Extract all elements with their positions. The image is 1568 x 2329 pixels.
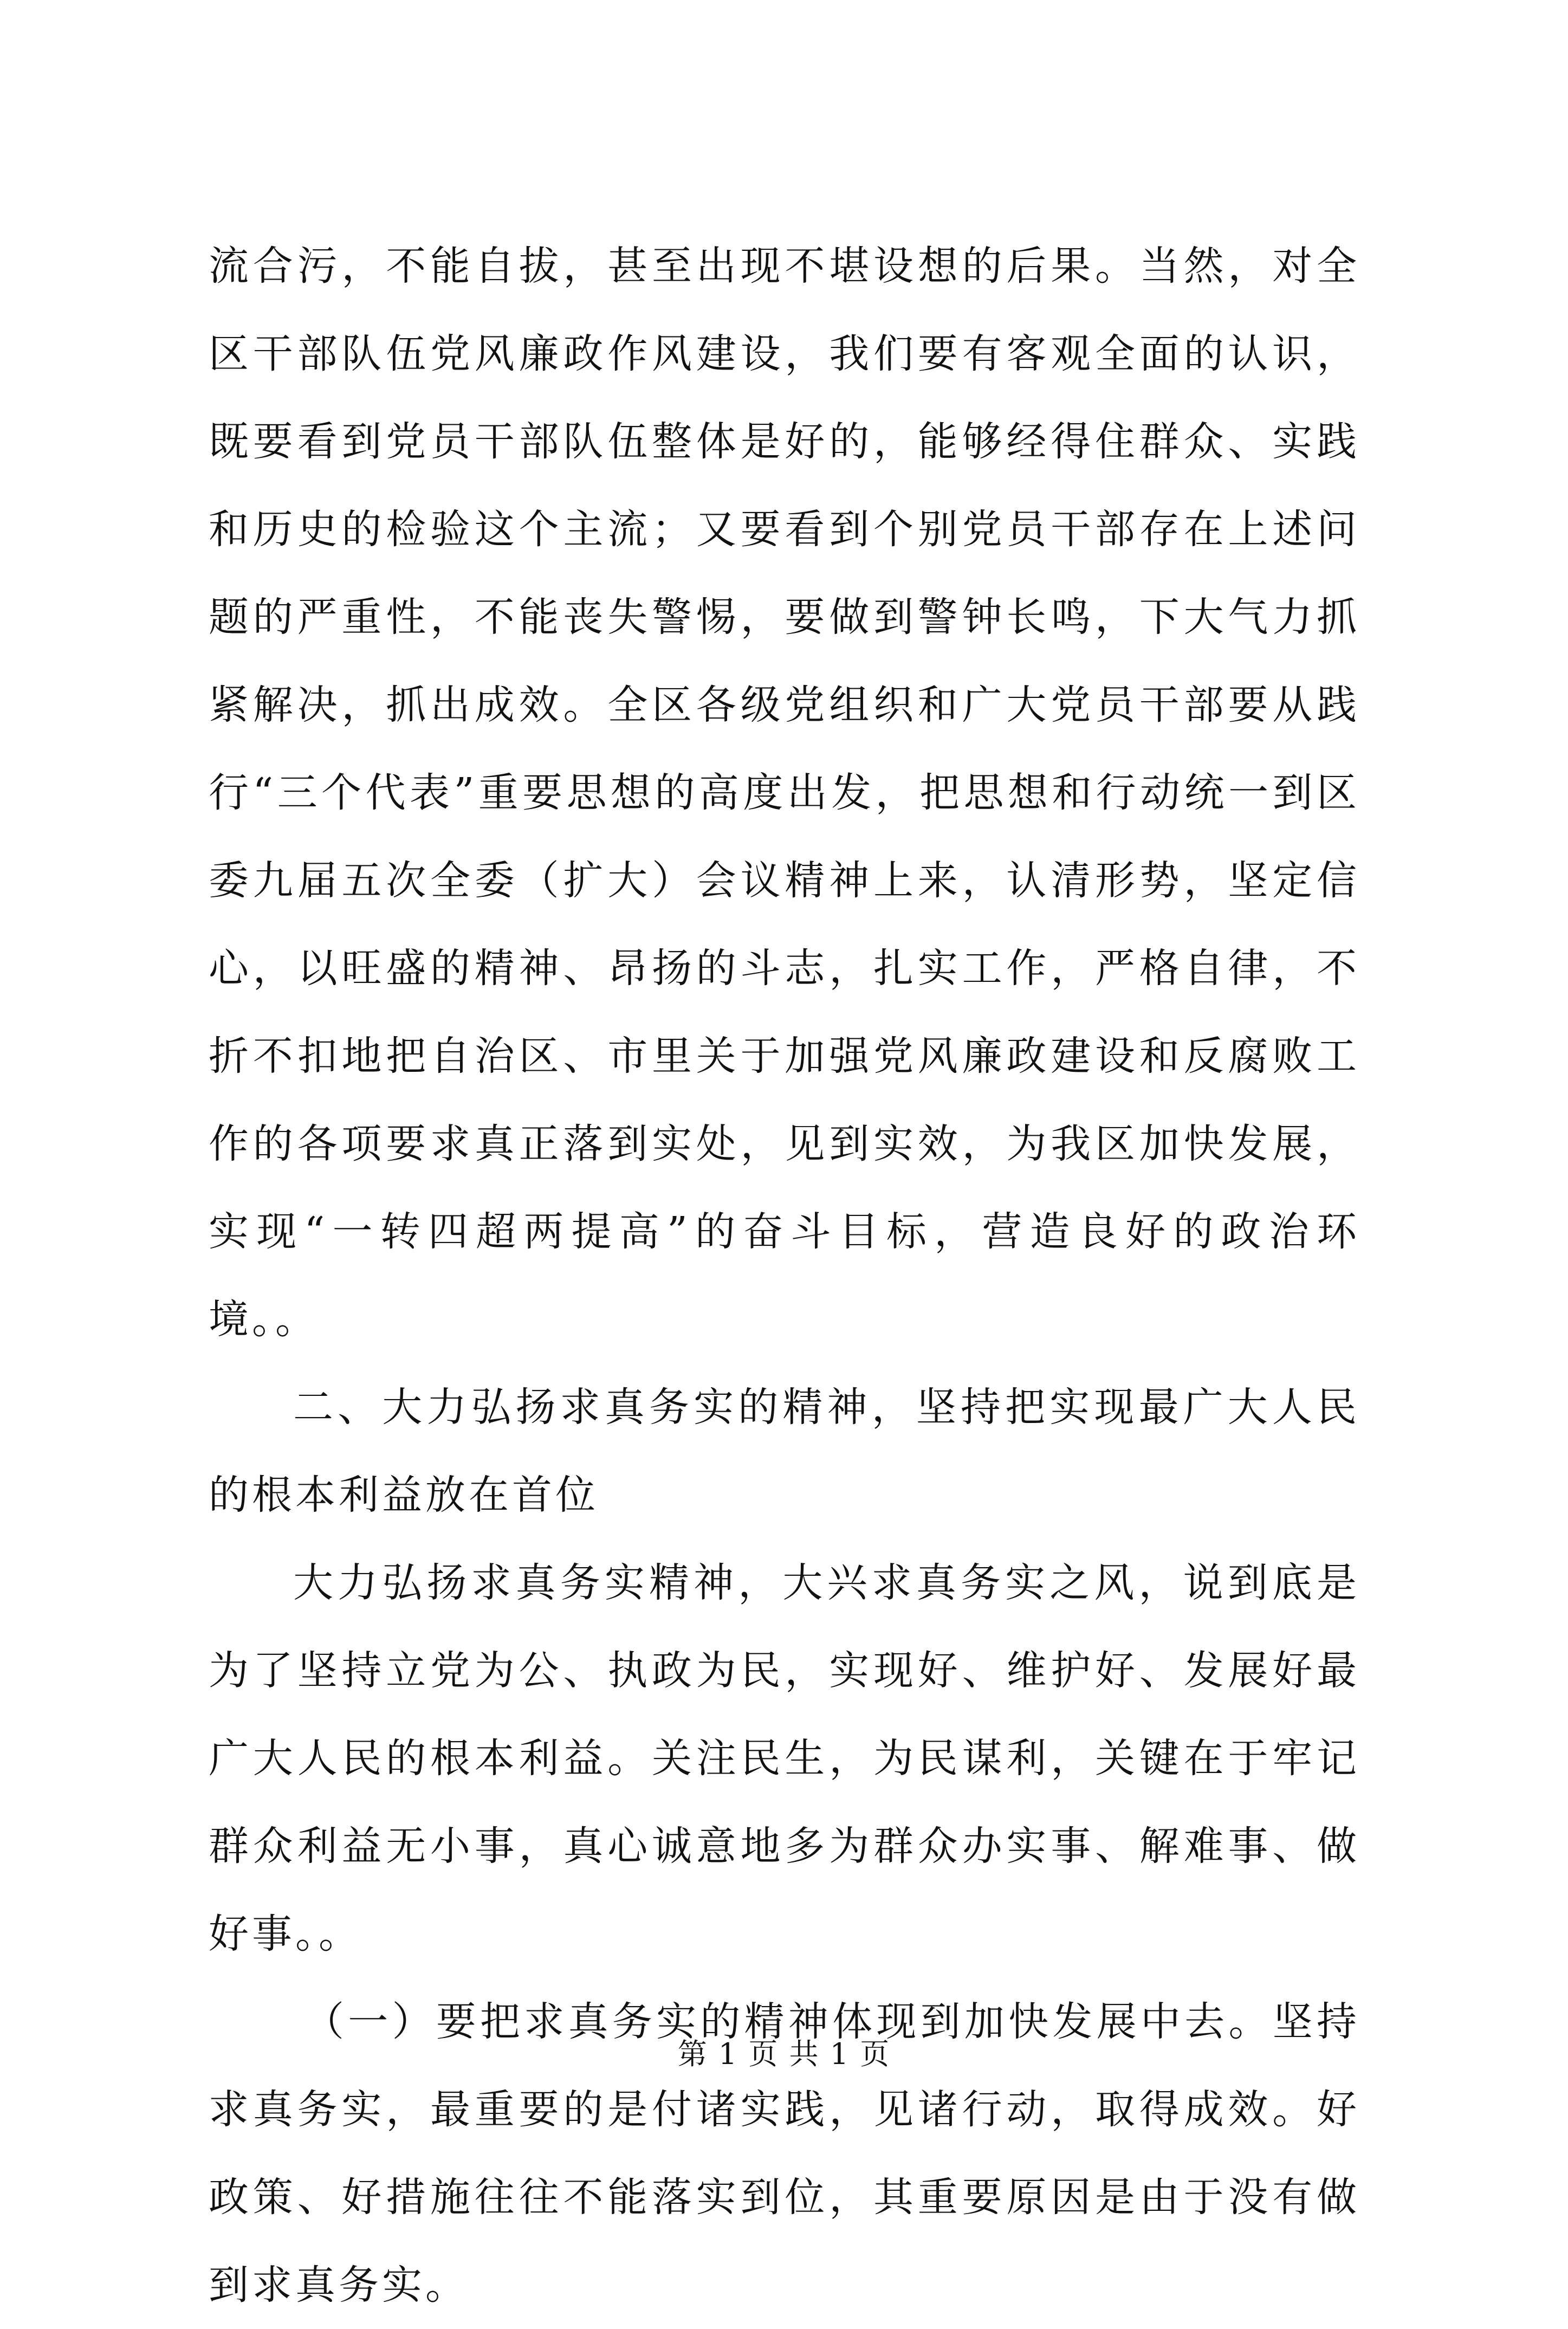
paragraph-body: 大力弘扬求真务实精神，大兴求真务实之风，说到底是为了坚持立党为公、执政为民，实现好、维护好、发展好最广大人民的根本利益。关注民生，为民谋利，关键在于牢记群众利益无小事，真心诚意地多为群众办实事、解难事、做好事。。 <box>209 1560 1360 1957</box>
paragraph-subsection: （一）要把求真务实的精神体现到加快发展中去。坚持求真务实，最重要的是付诸实践，见诸行动，取得成效。好政策、好措施往往不能落实到位，其重要原因是由于没有做到求真务实。 <box>209 1998 1360 2308</box>
page-number-footer: 第 1 页 共 1 页 <box>677 2037 891 2071</box>
document-body <box>209 222 1360 2329</box>
paragraph-continuation: 流合污，不能自拔，甚至出现不堪设想的后果。当然，对全区干部队伍党风廉政作风建设，我们要有客观全面的认识，既要看到党员干部队伍整体是好的，能够经得住群众、实践和历史的检验这个主流；又要看到个别党员干部存在上述问题的严重性，不能丧失警惕，要做到警钟长鸣，下大气力抓紧解决，抓出成效。全区各级党组织和广大党员干部要从践行“三个代表”重要思想的高度出发，把思想和行动统一到区委九届五次全委（扩大）会议精神上来，认清形势，坚定信心，以旺盛的精神、昂扬的斗志，扎实工作，严格自律，不折不扣地把自治区、市里关于加强党风廉政建设和反腐败工作的各项要求真正落到实处，见到实效，为我区加快发展，实现“一转四超两提高”的奋斗目标，营造良好的政治环境。。 <box>209 243 1360 1343</box>
section-heading: 二、大力弘扬求真务实的精神，坚持把实现最广大人民的根本利益放在首位 <box>209 1384 1360 1518</box>
